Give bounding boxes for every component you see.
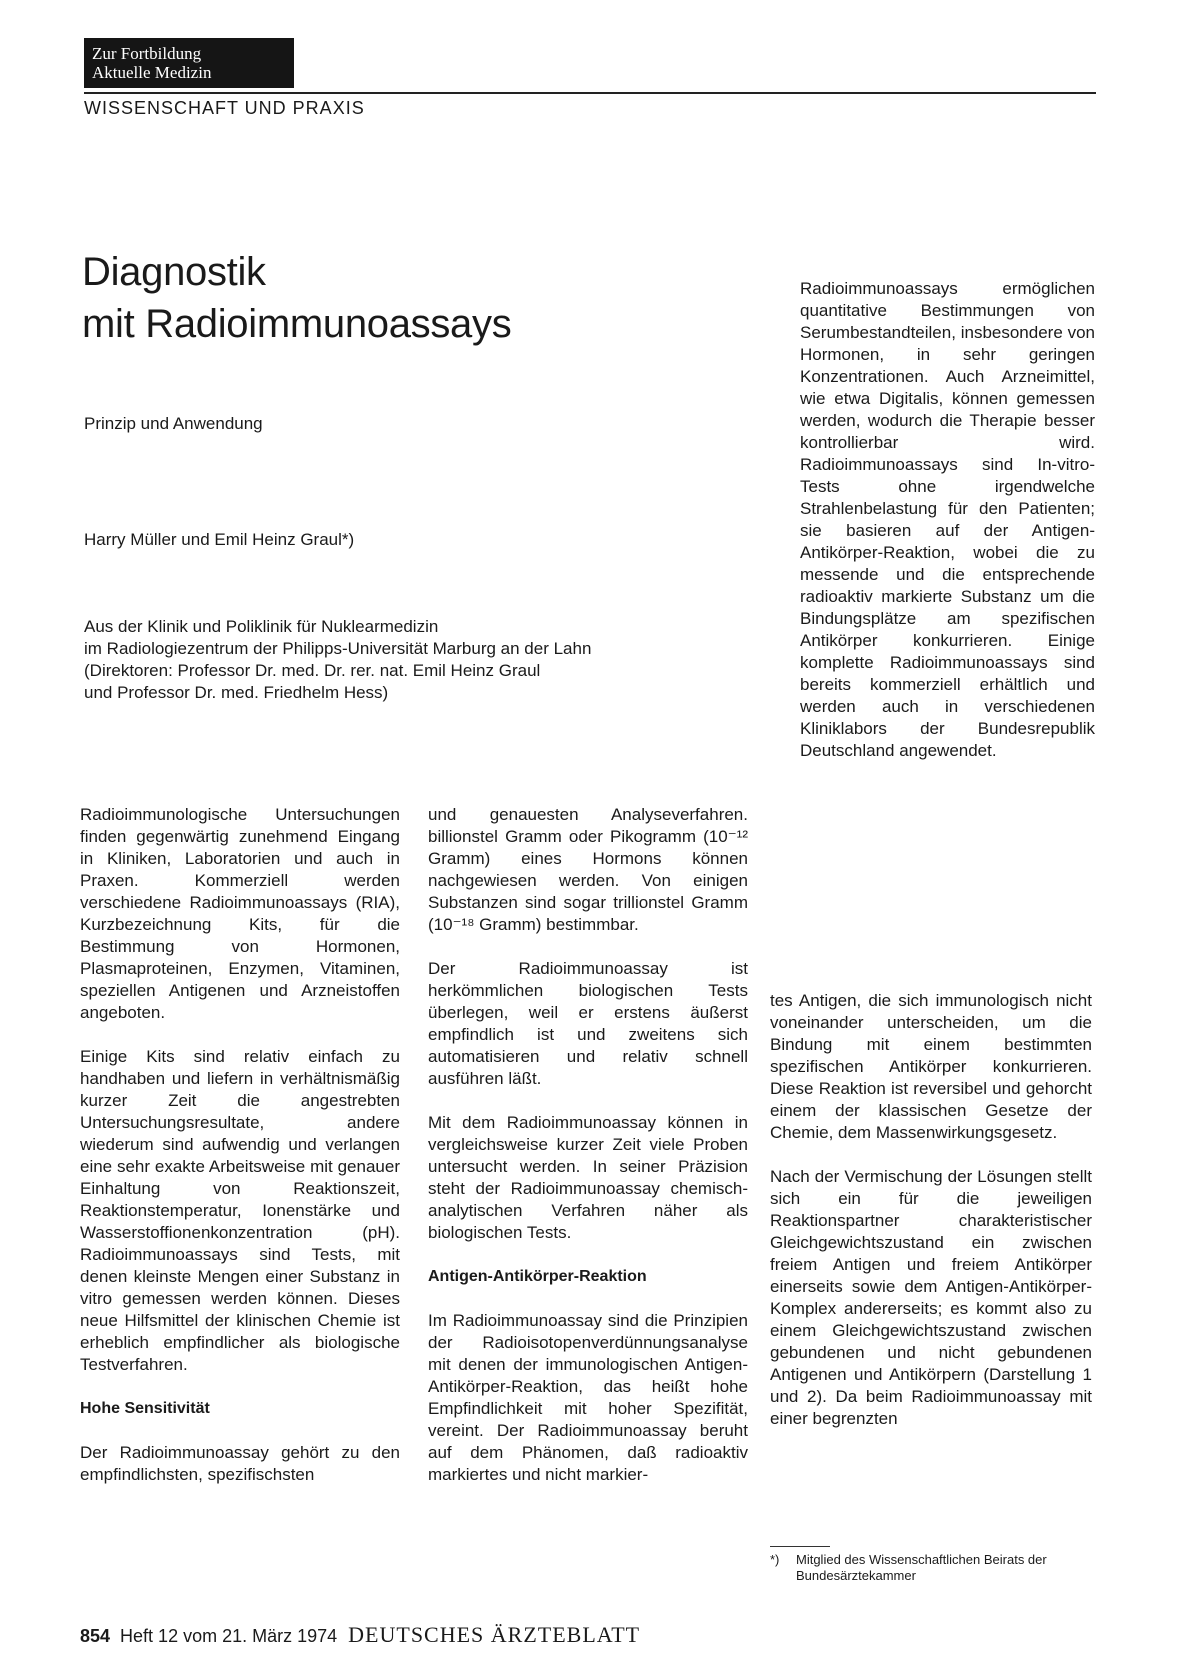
body-column-2 xyxy=(428,804,748,1486)
journal-badge xyxy=(84,38,294,88)
title-line-1: Diagnostik xyxy=(82,250,266,294)
section-heading: WISSENSCHAFT UND PRAXIS xyxy=(84,98,365,118)
body-paragraph: Der Radioimmunoassay gehört zu den empfindlichsten, spezifischsten xyxy=(80,1443,400,1484)
body-paragraph: Im Radioimmunoassay sind die Prinzipien der Radioisotopenverdünnungsanalyse mit denen der immunologischen Antigen-Antikörper-Reaktion, das heißt hohe Empfindlichkeit mit hoher Spezifität, vereint. Der Radioimmunoassay beruht auf dem Phänomen, daß radioaktiv markiertes und nicht markier- xyxy=(428,1311,748,1484)
article-authors: Harry Müller und Emil Heinz Graul*) xyxy=(84,530,355,549)
affiliation-line: und Professor Dr. med. Friedhelm Hess) xyxy=(84,683,389,702)
subheading-sensitivity: Hohe Sensitivität xyxy=(80,1400,210,1417)
journal-name: DEUTSCHES ÄRZTEBLATT xyxy=(348,1622,641,1647)
title-line-2: mit Radioimmunoassays xyxy=(82,302,512,346)
footnote xyxy=(770,1552,1100,1584)
header-rule xyxy=(84,92,1096,94)
subheading-antigen-reaction: Antigen-Antikörper-Reaktion xyxy=(428,1268,647,1285)
body-paragraph: Nach der Vermischung der Lösungen stellt sich ein für die jeweiligen Reaktionspartner charakteristischer Gleichgewichtszustand ein zwischen freiem Antigen und freiem Antikörper einerseits sowie dem Antigen-Antikörper-Komplex andererseits; es kommt also zu einem Gleichgewichtszustand zwischen gebundenen und nicht gebundenen Antigenen und Antikörpern (Darstellung 1 und 2). Da beim Radioimmunoassay mit einer begrenzten xyxy=(770,1167,1092,1428)
page-number: 854 xyxy=(80,1626,111,1646)
body-paragraph: Einige Kits sind relativ einfach zu handhaben und liefern in verhältnismäßig kurzer Zeit die angestrebten Untersuchungsresultate, andere wiederum sind aufwendig und verlangen eine sehr exakte Arbeitsweise mit genauer Einhaltung von Reaktionszeit, Reaktionstemperatur, Ionenstärke und Wasserstoffionenkonzentration (pH). Radioimmunoassays sind Tests, mit denen kleinste Mengen einer Substanz in vitro gemessen werden können. Dieses neue Hilfsmittel der klinischen Chemie ist erheblich empfindlicher als biologische Testverfahren. xyxy=(80,1047,400,1374)
footnote-text: Mitglied des Wissenschaftlichen Beirats der Bundesärztekammer xyxy=(796,1552,1047,1583)
article-subtitle: Prinzip und Anwendung xyxy=(84,414,263,433)
body-paragraph: und genauesten Analyseverfahren. billionstel Gramm oder Pikogramm (10⁻¹² Gramm) eines Hormons können nachgewiesen werden. Von einigen Substanzen sind sogar trillionstel Gramm (10⁻¹⁸ Gramm) bestimmbar. xyxy=(428,805,748,934)
body-paragraph: Radioimmunologische Untersuchungen finden gegenwärtig zunehmend Eingang in Kliniken, Laboratorien und auch in Praxen. Kommerziell werden verschiedene Radioimmunoassays (RIA), Kurzbezeichnung Kits, für die Bestimmung von Hormonen, Plasmaproteinen, Enzymen, Vitaminen, speziellen Antigenen und Arzneistoffen angeboten. xyxy=(80,805,400,1022)
abstract-paragraph: Radioimmunoassays ermöglichen quantitative Bestimmungen von Serumbestandteilen, insbesondere von Hormonen, in sehr geringen Konzentrationen. Auch Arzneimittel, wie etwa Digitalis, können gemessen werden, wodurch die Therapie besser kontrollierbar wird. Radioimmunoassays sind In-vitro-Tests ohne irgendwelche Strahlenbelastung für den Patienten; sie basieren auf der Antigen-Antikörper-Reaktion, wobei die zu messende und die entsprechende radioaktiv markierte Substanz um die Bindungsplätze am spezifischen Antikörper konkurrieren. Einige komplette Radioimmunoassays sind bereits kommerziell erhältlich und werden auch in verschiedenen Kliniklabors der Bundesrepublik Deutschland angewendet. xyxy=(800,279,1095,760)
affiliation-line: im Radiologiezentrum der Philipps-Universität Marburg an der Lahn xyxy=(84,639,592,658)
article-title xyxy=(82,246,511,350)
page-footer xyxy=(80,1622,640,1648)
issue-info: Heft 12 vom 21. März 1974 xyxy=(120,1626,338,1646)
body-paragraph: Der Radioimmunoassay ist herkömmlichen biologischen Tests überlegen, weil er erstens äußerst empfindlich ist und zweitens sich automatisieren und relativ schnell ausführen läßt. xyxy=(428,959,748,1088)
body-paragraph: tes Antigen, die sich immunologisch nicht voneinander unterscheiden, um die Bindung mit einem bestimmten spezifischen Antikörper konkurrieren. Diese Reaktion ist reversibel und gehorcht einem der klassischen Gesetze der Chemie, dem Massenwirkungsgesetz. xyxy=(770,991,1092,1142)
badge-line-2: Aktuelle Medizin xyxy=(92,63,212,82)
badge-line-1: Zur Fortbildung xyxy=(92,44,202,63)
abstract-column xyxy=(800,278,1095,762)
affiliation-line: (Direktoren: Professor Dr. med. Dr. rer. nat. Emil Heinz Graul xyxy=(84,661,541,680)
body-column-3 xyxy=(770,990,1092,1430)
body-paragraph: Mit dem Radioimmunoassay können in vergleichsweise kurzer Zeit viele Proben untersucht werden. In seiner Präzision steht der Radioimmunoassay chemisch-analytischen Verfahren näher als biologischen Tests. xyxy=(428,1113,748,1242)
body-column-1 xyxy=(80,804,400,1486)
footnote-mark: *) xyxy=(770,1552,780,1567)
affiliation-line: Aus der Klinik und Poliklinik für Nuklearmedizin xyxy=(84,617,439,636)
affiliation xyxy=(84,616,591,704)
footnote-rule xyxy=(770,1546,830,1547)
